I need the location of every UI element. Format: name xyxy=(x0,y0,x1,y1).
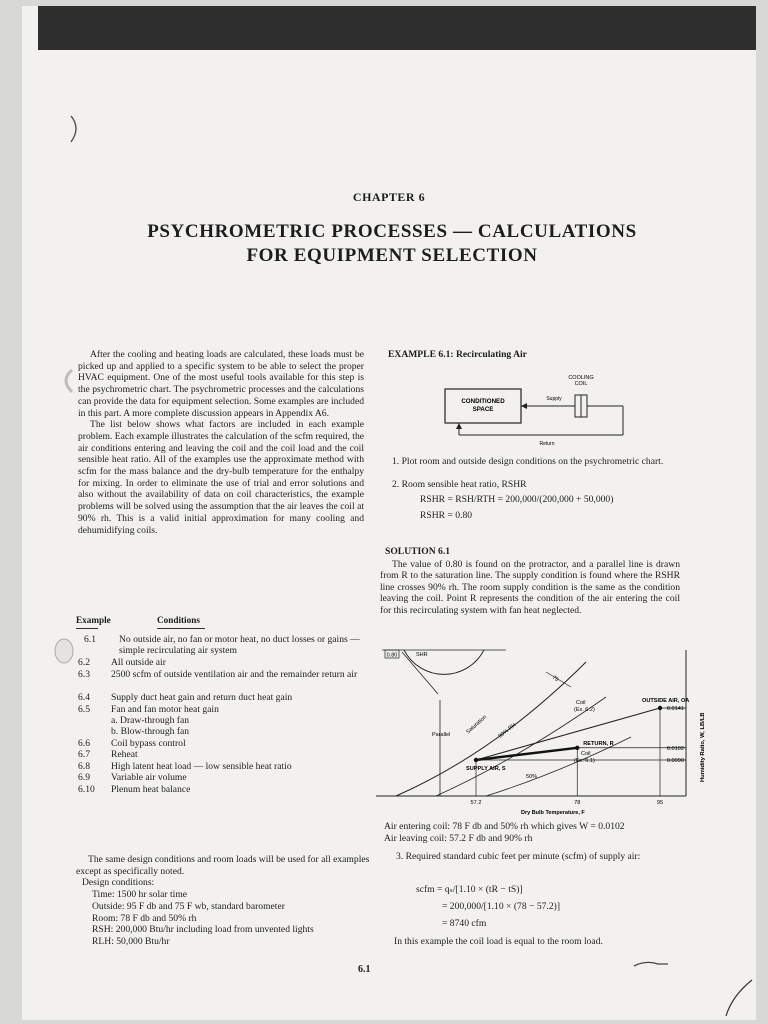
design-line: Outside: 95 F db and 75 F wb, standard barometer xyxy=(92,900,285,912)
y-tick-label: 0.0090 xyxy=(666,758,684,764)
protractor-value: 0.80 xyxy=(386,652,398,659)
step-3: 3. Required standard cubic feet per minute (scfm) of supply air: xyxy=(396,851,641,862)
coil-62-example: (Ex. 6.2) xyxy=(574,707,595,713)
table-header-conditions: Conditions xyxy=(157,615,200,625)
coil-61-label: Coil xyxy=(581,751,591,757)
intro-paragraph-1: After the cooling and heating loads are calculated, these loads must be picked up and applied to a specific system to be able to select the proper HVAC equipment. One of the most useful tools available for this step is the psychrometric chart. The psychrometric processes and the calculations can provide the data for equipment selection. Some examples are included in this part. A more complete discussion appears in Appendix A6. xyxy=(78,349,364,419)
example-heading: EXAMPLE 6.1: Recirculating Air xyxy=(388,349,527,360)
x-tick-label: 78 xyxy=(574,800,581,806)
design-label: Design conditions: xyxy=(82,877,155,889)
chart-marks xyxy=(466,698,689,806)
protractor-label: SHR xyxy=(416,652,428,658)
air-leaving-coil: Air leaving coil: 57.2 F db and 90% rh xyxy=(384,833,533,844)
y-tick-label: 0.0141 xyxy=(666,706,684,712)
design-intro: The same design conditions and room loads will be used for all examples except as specifically noted. xyxy=(76,854,370,877)
coil-62-label: Coil xyxy=(576,700,586,706)
air-entering-coil: Air entering coil: 78 F db and 50% rh which gives W = 0.0102 xyxy=(384,821,625,832)
design-line: RLH: 50,000 Btu/hr xyxy=(92,935,170,947)
space-label-2: SPACE xyxy=(472,406,494,413)
pen-mark xyxy=(632,958,672,970)
design-line: RSH: 200,000 Btu/hr including load from unvented lights xyxy=(92,924,314,936)
intro-paragraph-2: The list below shows what factors are included in each example problem. Each example illustrates the calculation of the scfm required, the air conditions entering and leaving the coil and the coil load and the coil sensible heat ratio. All of the examples use the approximate method with scfm for the mass balance and the dry-bulb temperature for the enthalpy for mixing. In order to eliminate the use of trial and error solutions and also without the availability of data on coil characteristics, the example problems will be solved using the assumption that the air leaves the coil at 90% rh. This is a valid initial approximation for many cooling and dehumidifying coils. xyxy=(78,419,364,536)
page-title xyxy=(82,220,702,268)
coil-61-example: (Ex. 6.1) xyxy=(574,758,595,764)
scan-top-edge xyxy=(38,6,756,50)
x-tick-label: 57.2 xyxy=(470,800,482,806)
state-point-label: OUTSIDE AIR, OA xyxy=(642,698,690,704)
rh-90-label: 90% RH xyxy=(497,722,518,740)
saturation-label: Saturation xyxy=(465,714,488,736)
y-axis-label: Humidity Ratio, W, LB/LB xyxy=(700,712,706,782)
design-line: Time: 1500 hr solar time xyxy=(92,889,188,901)
document-page: CHAPTER 6 PSYCHROMETRIC PROCESSES — CALCULATIONS FOR EQUIPMENT SELECTION After the cooling and heating loads are calculated, these loads must be picked up and applied to a specific system to be able to select the proper HVAC equipment. One of the most useful tools available for this step is the psychrometric chart. The psychrometric processes and the calculations can provide the data for equipment selection. Some examples are included in this part. A more complete discussion appears in Appendix A6. The list below shows what factors are included in each example problem. Each example illustrates the calculation of the scfm required, the air conditions entering and leaving the coil and the coil load and the coil sensible heat ratio. All of the examples use the approximate method with scfm for the mass balance and the dry-bulb temperature for the enthalpy for mixing. In order to eliminate the use of trial and error solutions and also without the availability of data on coil characteristics, the example problems will be solved using the assumption that the air leaves the coil at 90% rh. This is a valid initial approximation for many cooling and dehumidifying coils. Example Conditions 6.1 No outside air, no fan or motor heat, no duct losses or gains — simple recirculating air system 6.2 All outside air 6.3 2500 scfm of outside ventilation air and the remainder return air 6.4 Supply duct heat gain and return duct heat gain 6.5 Fan and fan motor heat gain a. Draw-through fan b. Blow-through fan 6.6 Coil bypass control 6.7 Reheat 6.8 High latent heat load — low sensible heat ratio 6.9 Variable air volume 6.10 Plenum heat balance The same design conditions and room loads will be used for all examples except as specifically noted. Design conditions: Time: 1500 hr solar time Outside: 95 F db and 75 F wb, standard barometer Room: 78 F db and 50% rh RSH: 200,000 Btu/hr including load from unvented lights RLH: 50,000 Btu/hr EXAMPLE 6.1: Recirculating Air CONDITIONED SPACE COOLING COIL Supply Return 1. Plot room and outside design conditions on the psychrometric chart. 2. Room sensible heat ratio, RSHR RSHR = RSH/RTH = 200,000/(200,000 + 50,000) RSHR = 0.80 SOLUTION 6.1 The value of 0.80 is found on the protractor, and a parallel line is drawn from R to the saturation line. The supply condition is found where the RSHR line crosses 90% rh. The room supply condition is the same as the condition leaving the coil. Point R represents the condition of the air entering the coil for this recirculating system with fan heat neglected. 0.80 SHR Parallel Saturation 90% RH 50% 75 OUTSIDE AIR, OA RETURN, R SUPPLY AIR, S 57.2 78 95 0.0141 0.0102 0.0090 Coil (Ex. 6.2) Coil (Ex. 6.1) Dry Bulb Temperature, F Humidity Ratio, W, LB/LB Air entering coil: 78 F db and 50% rh which gives W = 0.0102 Air leaving coil: 57.2 F db and 90% rh 3. Required standard cubic feet per minute (scfm) of supply air: scfm = qₛ/[1.10 × (tR − tS)] = 200,000/[1.10 × (78 − 57.2)] = 8740 cfm In this example the coil load is equal to the room load. 6.1 xyxy=(22,6,756,1020)
title-line-1: PSYCHROMETRIC PROCESSES — CALCULATIONS xyxy=(147,221,637,242)
scfm-equation: scfm = qₛ/[1.10 × (tR − tS)] xyxy=(416,884,523,895)
state-point-label: SUPPLY AIR, S xyxy=(466,766,506,772)
table-header-rule xyxy=(157,628,205,629)
coil-label-2: COIL xyxy=(574,381,588,387)
solution-paragraph: The value of 0.80 is found on the protractor, and a parallel line is drawn from R to the saturation line. The supply condition is found where the RSHR line crosses 90% rh. The room supply condition is the same as the condition leaving the coil. Point R represents the condition of the air entering the coil for this recirculating system with fan heat neglected. xyxy=(380,559,680,616)
solution-heading: SOLUTION 6.1 xyxy=(385,546,451,557)
chapter-label: CHAPTER 6 xyxy=(352,190,426,204)
state-point xyxy=(474,758,478,762)
equation-rshr: RSHR = RSH/RTH = 200,000/(200,000 + 50,000) xyxy=(420,494,614,505)
design-line: Room: 78 F db and 50% rh xyxy=(92,912,197,924)
binder-mark xyxy=(67,114,87,146)
equation-rshr-value: RSHR = 0.80 xyxy=(420,510,473,521)
table-header-rule xyxy=(76,628,98,629)
scfm-substitution: = 200,000/[1.10 × (78 − 57.2)] xyxy=(442,901,561,912)
wet-bulb-75-label: 75 xyxy=(550,674,560,684)
step-2: 2. Room sensible heat ratio, RSHR xyxy=(392,479,527,490)
solution-text xyxy=(380,559,680,616)
y-tick-label: 0.0102 xyxy=(666,745,684,752)
page-curl xyxy=(722,976,756,1020)
title-line-2: FOR EQUIPMENT SELECTION xyxy=(246,245,538,266)
coil-label-1: COOLING xyxy=(568,375,594,381)
page-number: 6.1 xyxy=(358,964,371,975)
table-header-example: Example xyxy=(76,615,111,625)
x-axis-label: Dry Bulb Temperature, F xyxy=(521,810,585,816)
state-point-label: RETURN, R xyxy=(583,740,614,747)
coil-load-note: In this example the coil load is equal to the room load. xyxy=(394,936,603,947)
psychrometric-chart xyxy=(376,642,716,818)
x-tick-label: 95 xyxy=(656,800,664,806)
design-conditions xyxy=(76,854,376,948)
intro-text xyxy=(78,349,364,536)
scfm-result: = 8740 cfm xyxy=(442,918,487,929)
supply-arrow xyxy=(521,403,527,409)
state-point xyxy=(658,706,662,710)
punch-hole-shadow xyxy=(58,368,76,396)
return-label: Return xyxy=(539,441,555,447)
coil-line-ex-6-1 xyxy=(476,748,577,760)
system-diagram xyxy=(437,369,632,449)
parallel-label: Parallel xyxy=(432,732,451,738)
space-label-1: CONDITIONED xyxy=(461,398,505,405)
punch-hole-shadow xyxy=(52,636,76,666)
supply-label: Supply xyxy=(546,396,562,402)
state-point xyxy=(575,746,579,750)
return-arrow xyxy=(456,423,462,429)
rh-50-label: 50% xyxy=(526,774,538,780)
step-1: 1. Plot room and outside design conditions on the psychrometric chart. xyxy=(392,456,664,467)
